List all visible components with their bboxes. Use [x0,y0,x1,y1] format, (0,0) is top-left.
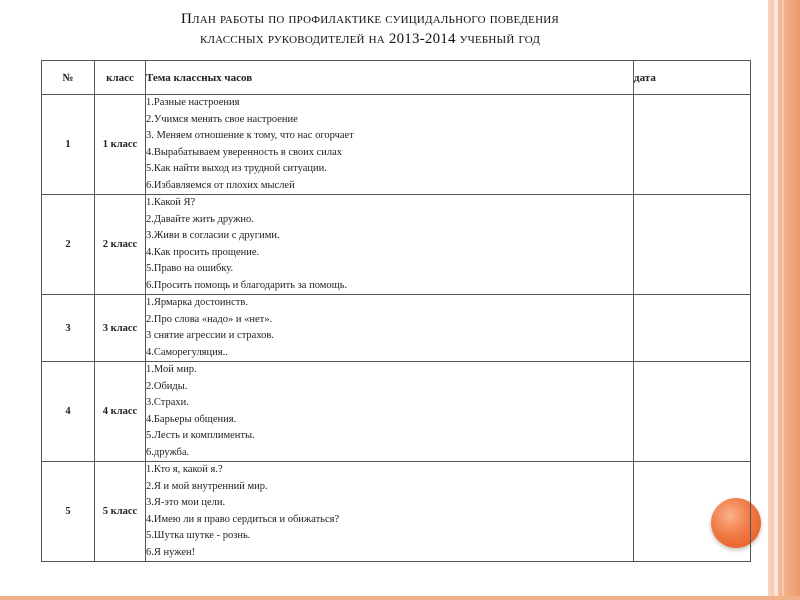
header-date: дата [634,61,751,95]
table-body [42,95,751,562]
row-topics [146,195,634,295]
row-class: 3 класс [95,295,146,362]
decorative-right-border [768,0,800,600]
page-title [80,9,660,49]
row-date [634,95,751,195]
row-topics [146,362,634,462]
decorative-bottom-border [0,596,800,600]
topic-item: 5.Шутка шутке - рознь. [146,530,251,541]
row-date [634,195,751,295]
topic-item: 2.Учимся менять свое настроение [146,113,298,125]
table-row [42,295,751,362]
topic-item: 3 снятие агрессии и страхов. [146,330,275,341]
title-line-2: классных руководителей на 2013-2014 учебный год [199,31,541,47]
header-num: № [42,61,95,95]
row-date [634,362,751,462]
topic-item: 5.Лесть и комплименты. [146,430,255,441]
header-topic: Тема классных часов [146,61,634,95]
topic-item: 6.дружба. [146,446,190,458]
table-row [42,95,751,195]
table-row [42,462,751,562]
topic-item: 4.Имею ли я право сердиться и обижаться? [146,513,340,525]
topic-item: 5.Как найти выход из трудной ситуации. [146,163,327,174]
row-class: 2 класс [95,195,146,295]
table-header-row [42,61,751,95]
topic-item: 1.Мой мир. [146,364,197,375]
topic-item: 5.Право на ошибку. [146,263,234,274]
title-line-1: План работы по профилактике суицидального поведения [181,11,559,27]
header-class: класс [95,61,146,95]
row-number: 3 [42,295,95,362]
plan-table [41,60,751,562]
row-topics [146,462,634,562]
topic-item: 2.Обиды. [146,380,188,392]
topic-item: 2.Я и мой внутренний мир. [146,480,268,492]
row-class: 4 класс [95,362,146,462]
row-date [634,462,751,562]
topic-item: 1.Разные настроения [146,97,240,108]
row-number: 4 [42,362,95,462]
topic-item: 3. Меняем отношение к тому, что нас огорчает [146,130,354,141]
topic-item: 1.Кто я, какой я.? [146,464,223,475]
topic-item: 6.Я нужен! [146,546,196,558]
topic-item: 4.Барьеры общения. [146,413,237,425]
topic-item: 3.Я-это мои цели. [146,497,226,508]
row-number: 1 [42,95,95,195]
row-topics [146,95,634,195]
row-date [634,295,751,362]
topic-item: 6.Избавляемся от плохих мыслей [146,179,295,191]
row-topics [146,295,634,362]
topic-item: 3.Живи в согласии с другими. [146,230,280,241]
topic-item: 1.Ярмарка достоинств. [146,297,248,308]
table-row [42,362,751,462]
topic-item: 2.Давайте жить дружно. [146,213,254,225]
topic-item: 4.Вырабатываем уверенность в своих силах [146,146,343,158]
topic-item: 2.Про слова «надо» и «нет». [146,313,273,325]
row-number: 2 [42,195,95,295]
border-stripe [782,0,784,600]
topic-item: 4.Как просить прощение. [146,246,260,258]
topic-item: 4.Саморегуляция.. [146,346,228,358]
row-class: 1 класс [95,95,146,195]
border-stripe [774,0,778,600]
row-number: 5 [42,462,95,562]
topic-item: 1.Какой Я? [146,197,196,208]
topic-item: 6.Просить помощь и благодарить за помощь. [146,279,348,291]
row-class: 5 класс [95,462,146,562]
topic-item: 3.Страхи. [146,397,189,408]
table-row [42,195,751,295]
